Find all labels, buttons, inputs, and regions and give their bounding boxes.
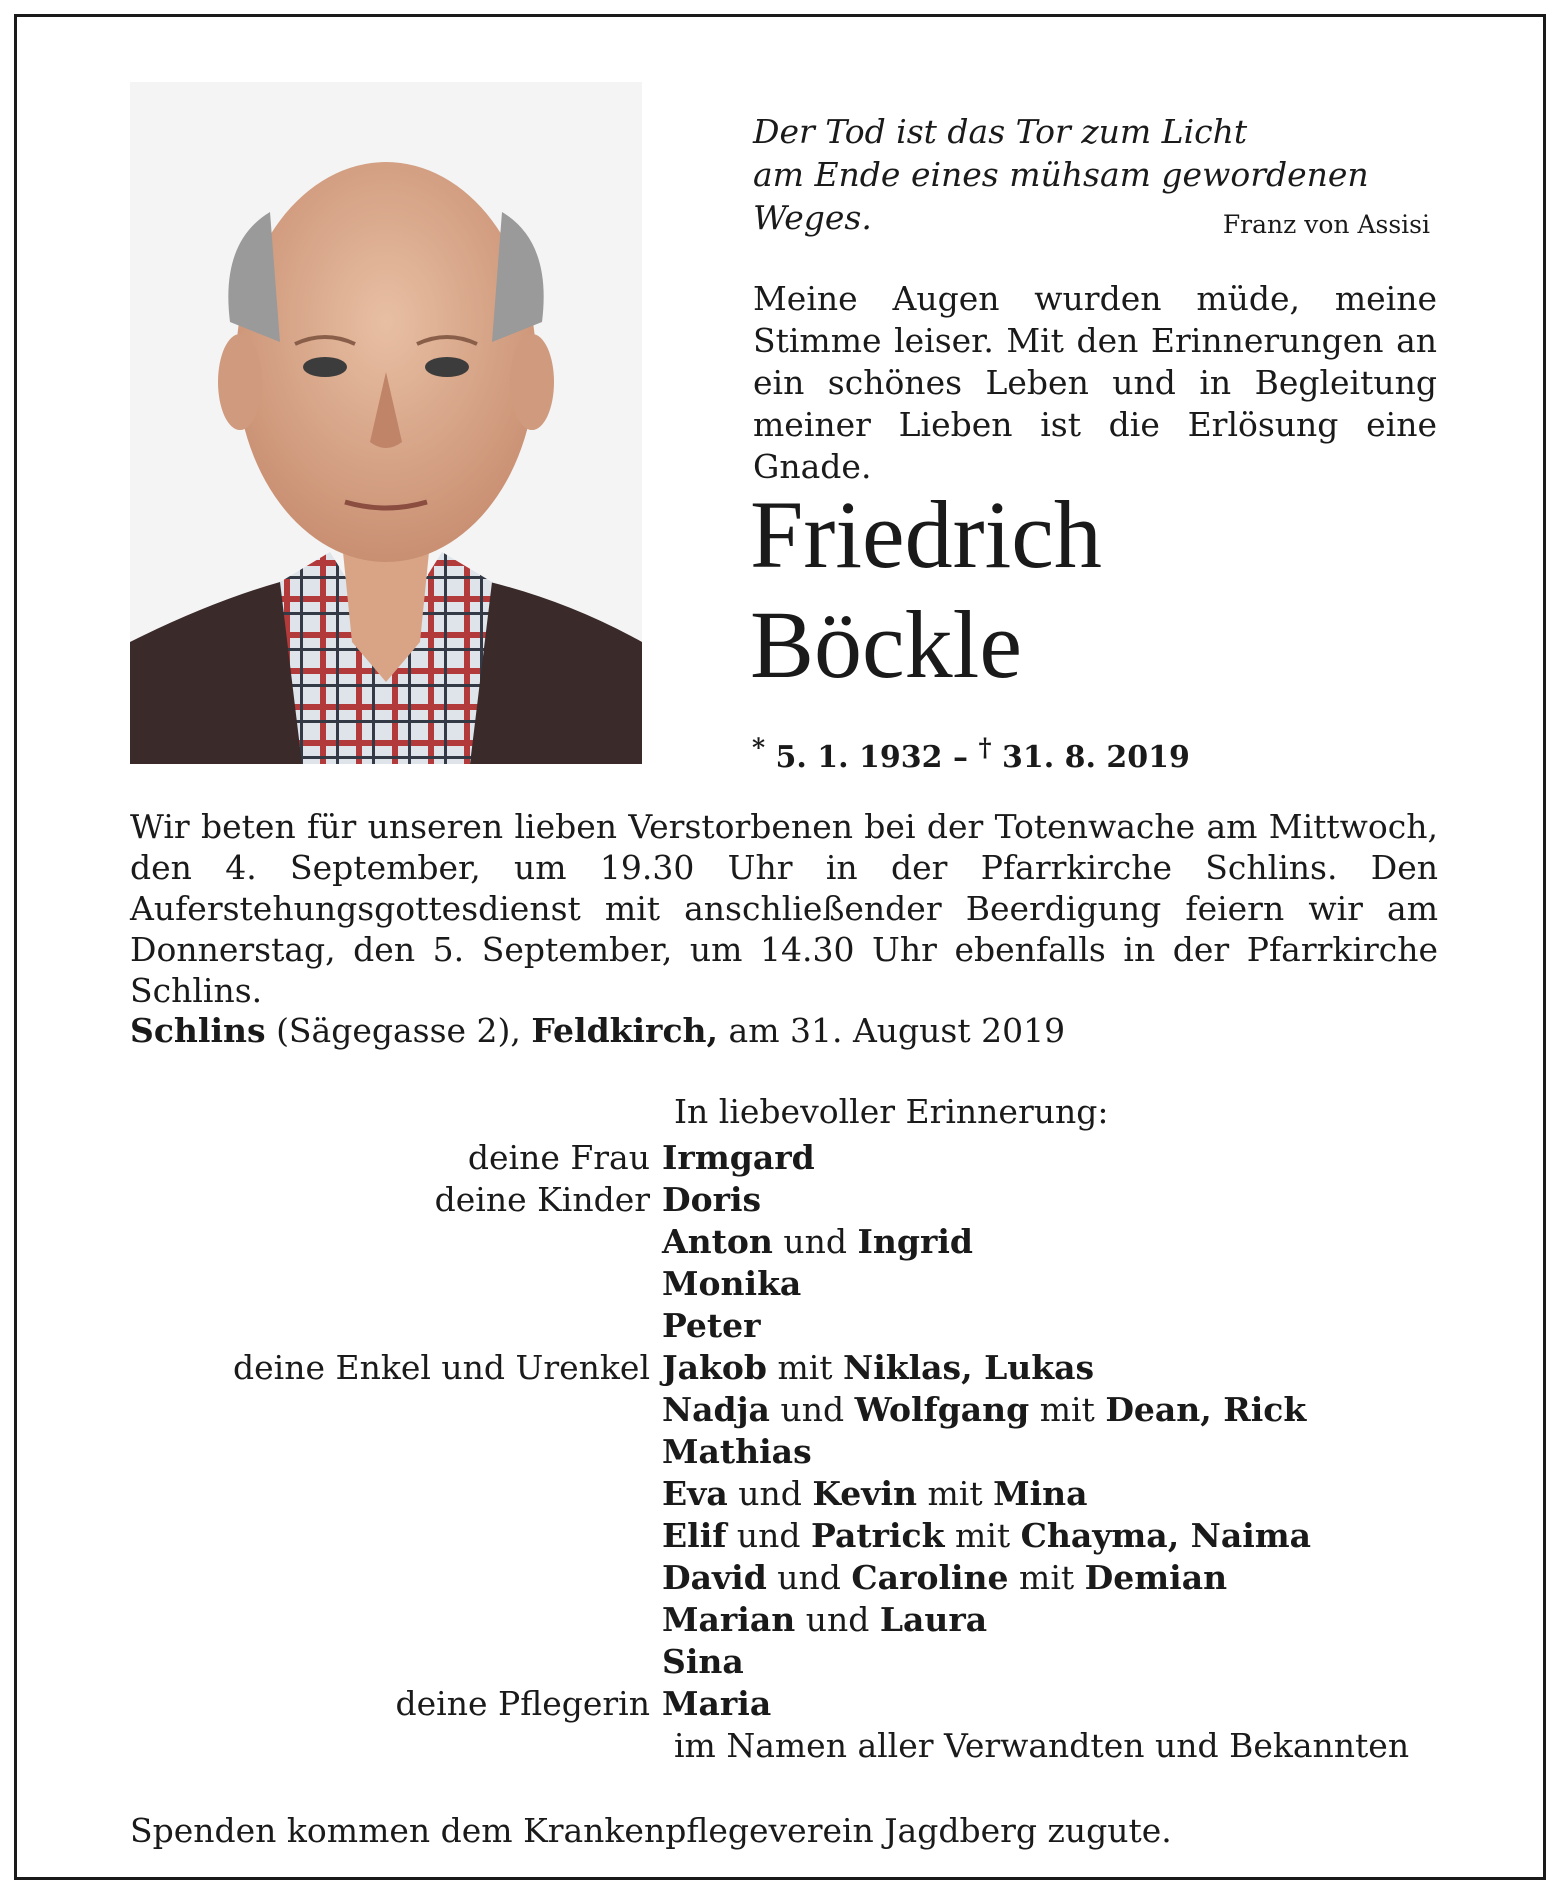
last-name: Böckle	[750, 591, 1022, 698]
mourner-connector: und	[726, 1516, 812, 1555]
mourner-names	[662, 1263, 801, 1305]
mourner-relation	[130, 1431, 662, 1473]
mourners-list	[130, 1090, 1438, 1767]
mourner-relation: deine Kinder	[434, 1180, 650, 1219]
mourner-name: Niklas, Lukas	[843, 1348, 1095, 1387]
mourner-row	[130, 1431, 1438, 1473]
mourners-closing: im Namen aller Verwandten und Bekannten	[674, 1726, 1410, 1765]
place-town2: Feldkirch,	[531, 1011, 719, 1050]
mourner-relation	[130, 1557, 662, 1599]
mourner-name: Jakob	[662, 1348, 767, 1387]
verse: Meine Augen wurden müde, meine Stimme leiser. Mit den Erinnerungen an ein schönes Leben und in Begleitung meiner Lieben ist die Erlösung eine Gnade.	[753, 279, 1437, 486]
mourner-name: Eva	[662, 1474, 728, 1513]
mourner-names	[662, 1641, 744, 1683]
mourner-names	[662, 1431, 812, 1473]
mourner-name: Marian	[662, 1600, 796, 1639]
mourner-name: Maria	[662, 1684, 772, 1723]
place-address: (Sägegasse 2),	[276, 1011, 521, 1050]
mourner-row	[130, 1179, 1438, 1221]
mourner-row	[130, 1347, 1438, 1389]
mourner-name: David	[662, 1558, 767, 1597]
place-date	[130, 1010, 1438, 1051]
mourner-name: Irmgard	[662, 1138, 815, 1177]
death-date: 31. 8. 2019	[1002, 740, 1190, 775]
mourner-connector: mit	[766, 1348, 844, 1387]
mourner-name: Elif	[662, 1516, 727, 1555]
birth-symbol: *	[752, 733, 766, 762]
mourner-row	[130, 1557, 1438, 1599]
mourner-connector: und	[795, 1600, 880, 1639]
mourner-name: Laura	[879, 1600, 988, 1639]
mourner-relation	[130, 1389, 662, 1431]
mourner-row	[130, 1221, 1438, 1263]
mourner-name: Dean, Rick	[1105, 1390, 1307, 1429]
mourner-name: Demian	[1084, 1558, 1228, 1597]
mourner-row	[130, 1641, 1438, 1683]
dates-dash: –	[953, 740, 969, 775]
mourner-name: Chayma, Naima	[1020, 1516, 1312, 1555]
mourner-row	[130, 1305, 1438, 1347]
announcement: Wir beten für unseren lieben Verstorbenen bei der Totenwache am Mittwoch, den 4. September, um 19.30 Uhr in der Pfarrkirche Schlins. Den Auferstehungsgottesdienst mit anschließender Beerdigung feiern wir am Donnerstag, den 5. September, um 14.30 Uhr ebenfalls in der Pfarrkirche Schlins.	[130, 807, 1438, 1010]
mourner-name: Mina	[993, 1474, 1088, 1513]
mourner-relation	[130, 1473, 662, 1515]
mourner-names	[662, 1515, 1311, 1557]
mourner-name: Peter	[662, 1306, 761, 1345]
mourner-name: Ingrid	[857, 1222, 973, 1261]
birth-date: 5. 1. 1932	[775, 740, 943, 775]
mourner-row	[130, 1683, 1438, 1725]
life-dates	[752, 728, 1252, 778]
mourner-relation	[130, 1515, 662, 1557]
mourner-connector: mit	[1029, 1390, 1106, 1429]
mourner-relation: deine Pflegerin	[395, 1684, 650, 1723]
donation-note: Spenden kommen dem Krankenpflegeverein Jagdberg zugute.	[130, 1811, 1172, 1850]
mourner-connector: mit	[1008, 1558, 1085, 1597]
mourner-name: Anton	[662, 1222, 773, 1261]
mourner-name: Kevin	[812, 1474, 917, 1513]
place-date-text: am 31. August 2019	[728, 1011, 1066, 1050]
quote-line: am Ende eines mühsam gewordenen Weges.	[753, 155, 1369, 237]
mourner-names	[662, 1347, 1094, 1389]
mourner-row	[130, 1137, 1438, 1179]
mourner-names	[662, 1683, 771, 1725]
first-name: Friedrich	[750, 481, 1102, 588]
mourner-relation	[130, 1641, 662, 1683]
mourners-intro: In liebevoller Erinnerung:	[674, 1092, 1109, 1131]
mourner-row	[130, 1515, 1438, 1557]
mourner-connector: und	[766, 1558, 852, 1597]
quote-author: Franz von Assisi	[1222, 210, 1430, 239]
mourner-row	[130, 1263, 1438, 1305]
mourner-names	[662, 1221, 973, 1263]
mourner-names	[662, 1557, 1227, 1599]
mourner-connector: mit	[944, 1516, 1021, 1555]
mourner-name: Monika	[662, 1264, 802, 1303]
mourner-relation	[130, 1221, 662, 1263]
place-town: Schlins	[130, 1011, 266, 1050]
death-symbol: †	[978, 733, 992, 762]
mourner-relation	[130, 1263, 662, 1305]
mourner-connector: und	[772, 1222, 858, 1261]
mourner-name: Caroline	[851, 1558, 1009, 1597]
mourner-names	[662, 1179, 761, 1221]
portrait-photo	[130, 82, 642, 764]
mourner-row	[130, 1473, 1438, 1515]
mourner-name: Mathias	[662, 1432, 812, 1471]
mourner-relation	[130, 1599, 662, 1641]
mourner-relation: deine Frau	[467, 1138, 650, 1177]
mourner-name: Nadja	[662, 1390, 770, 1429]
mourner-row	[130, 1599, 1438, 1641]
mourner-connector: und	[727, 1474, 813, 1513]
mourner-name: Sina	[662, 1642, 744, 1681]
mourner-names	[662, 1473, 1088, 1515]
mourner-names	[662, 1599, 987, 1641]
mourner-names	[662, 1389, 1306, 1431]
mourner-names	[662, 1137, 815, 1179]
mourner-name: Patrick	[811, 1516, 945, 1555]
mourner-connector: mit	[917, 1474, 994, 1513]
mourner-connector: und	[769, 1390, 855, 1429]
mourner-name: Wolfgang	[854, 1390, 1030, 1429]
deceased-name	[750, 480, 1450, 700]
mourner-names	[662, 1305, 761, 1347]
mourner-relation	[130, 1305, 662, 1347]
quote-line: Der Tod ist das Tor zum Licht	[753, 112, 1248, 151]
mourner-relation: deine Enkel und Urenkel	[233, 1348, 650, 1387]
mourner-rows	[130, 1137, 1438, 1725]
mourner-name: Doris	[662, 1180, 762, 1219]
mourner-row	[130, 1389, 1438, 1431]
